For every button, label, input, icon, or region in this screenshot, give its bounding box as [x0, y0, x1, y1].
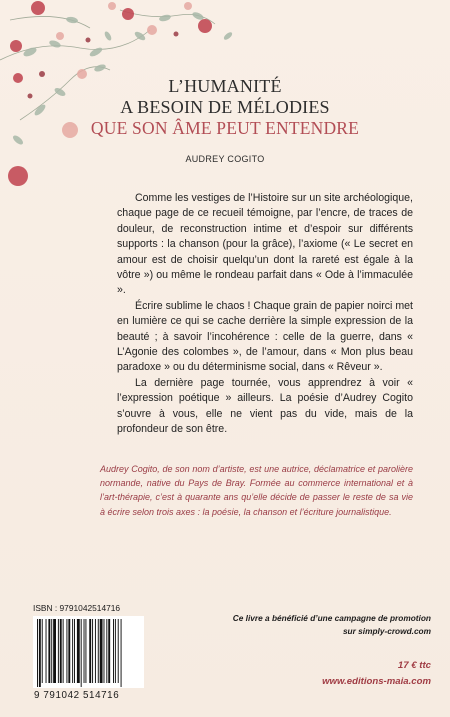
blurb-paragraph: La dernière page tournée, vous apprendrez à voir « l’expression poétique » ailleurs. La poésie d’Audrey Cogito s’ouvre à vous, elle ne vient pas du vide, mais de la profondeur de son être. [117, 376, 413, 436]
barcode-bars [33, 616, 144, 688]
author-name: AUDREY COGITO [185, 154, 265, 164]
promo-line-1: Ce livre a bénéficié d’une campagne de promotion [232, 613, 431, 623]
promo-note [211, 612, 431, 638]
blurb-paragraph: Comme les vestiges de l’Histoire sur un site archéologique, chaque page de ce recueil témoigne, par l’encre, de traces de douleur, de reconstruction intime et d’espoir sur différents supports : la chanson (pour la grâce), l’axiome (« Le secret en amour est de choisir quelqu’un dont la rareté est égale à la vôtre ») ou même le rondeau parfait dans « Ode à l’immaculée ». [117, 192, 413, 297]
price: 17 € ttc [397, 660, 431, 671]
publisher-website[interactable]: www.editions-maia.com [322, 676, 431, 687]
bio-text: Audrey Cogito, de son nom d’artiste, est une autrice, déclamatrice et parolière normande, native du Pays de Bray. Formée au commerce international et à l’art-thérapie, c’est à quarante ans qu’elle décide de passer le reste de sa vie à écrire selon trois axes : la poésie, la chanson et l’écriture journalistique. [100, 464, 413, 517]
barcode-digits: 9 791042 514716 [34, 690, 120, 701]
book-title [0, 76, 450, 139]
title-line-3: QUE SON ÂME PEUT ENTENDRE [90, 118, 360, 138]
author-bio [100, 462, 413, 519]
promo-line-2: sur simply-crowd.com [342, 626, 431, 636]
blurb-paragraph: Écrire sublime le chaos ! Chaque grain de papier noirci met en lumière ce qui se cache derrière la simple expression de la beauté ; à savoir l’incohérence : celle de la guerre, dans « L’Agonie des colombes », de l’amour, dans « Mon plus beau paradoxe » ou du déterminisme social, dans « Rêveur ». [117, 299, 413, 374]
blurb [117, 191, 413, 438]
title-line-1: L’HUMANITÉ [168, 76, 282, 96]
barcode [33, 616, 144, 688]
isbn-label: ISBN : 9791042514716 [33, 603, 121, 613]
title-line-2: A BESOIN DE MÉLODIES [120, 97, 330, 117]
